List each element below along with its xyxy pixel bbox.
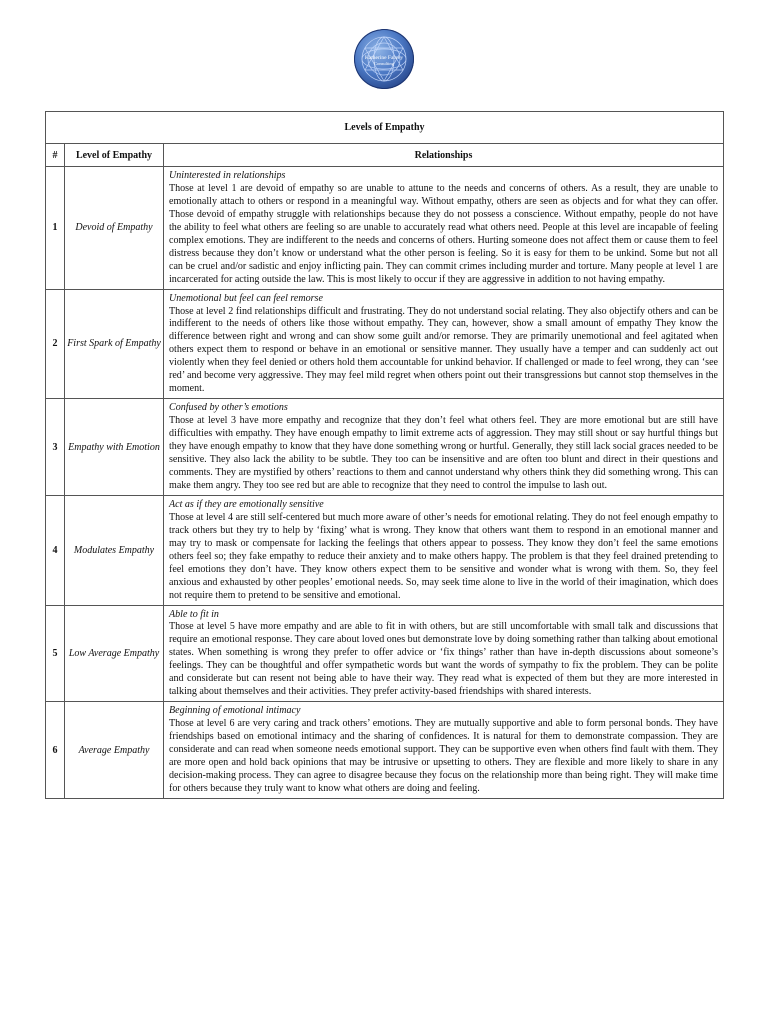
row-text: Those at level 6 are very caring and track others’ emotions. They are mutually supportive and able to form personal bonds. They have friendships based on emotional intimacy and the sharing of confidences. It is natural for them to demonstrate compassion. They are considerate and can read when someone needs emotional support. They can be supportive even when others find fault with them. They are more open and hold back opinions that may be intrusive or upsetting to others. They are flexible and more likely to share in any decision-making process. They can agree to disagree because they focus on the relationship more than being right. They will make time for others because they truly want to know what others are doing and feeling. [169, 718, 718, 794]
table-row [46, 605, 724, 702]
row-text: Those at level 4 are still self-centered but much more aware of other’s needs for emotional relating. They do not feel enough empathy to track others but they try to help by ‘fixing’ what is wrong. They know that others want them to respond in an emotional manner and may try to mask or compensate for lacking the feelings that others appear to possess. They know they don’t feel the same emotions others feel so; they fake empathy to reduce their anxiety and to make others happy. The problem is that they feel drained pretending to feel emotions they don’t have. They know others expect them to be sensitive and wonder what is wrong with them. So, they feel anxious and exhausted by other peoples’ emotional needs. So, may seek time alone to live in the world of their imagination, which does not require them to pretend to be sensitive and emotional. [169, 511, 718, 601]
row-relationships [164, 167, 724, 290]
row-subtitle: Confused by other’s emotions [169, 402, 288, 414]
row-subtitle: Unemotional but feel can feel remorse [169, 292, 323, 304]
logo-line-1: Katherine Fabrey [364, 55, 404, 61]
row-text: Those at level 3 have more empathy and recognize that they don’t feel what others feel. They are more emotional but are still have difficulties with empathy. They have enough empathy to limit extreme acts of aggression. They may still shout or say hurtful things but they have enough empathy to know that they have done something wrong or hurtful. Generally, they still lack social graces needed to be sensitive. They also lack the ability to be subtle. They too can be insensitive and are often too blunt and direct in their questions and comments. They are mystified by others’ reactions to them and cannot understand why others think they did something wrong. This can make them angry. They too see red but are able to recognize that they need to control the impulse to lash out. [169, 415, 718, 491]
row-level: Low Average Empathy [65, 605, 164, 702]
row-relationships [164, 495, 724, 605]
row-level: Modulates Empathy [65, 495, 164, 605]
header-relationships: Relationships [164, 144, 724, 167]
table-row [46, 399, 724, 496]
table-header-row [46, 144, 724, 167]
table-row [46, 167, 724, 290]
row-relationships [164, 399, 724, 496]
row-text: Those at level 5 have more empathy and are able to fit in with others, but are still uncomfortable with small talk and discussions that require an emotional response. They care about loved ones but demonstrate love by doing something rather than talking about emotional states. When something is wrong they prefer to offer advice or ‘fix things’ rather than have in-depth discussions about someone’s feelings. They can be thoughtful and offer sympathetic words but want the words of sympathy to fix the problem. They can be polite and considerate but can resent not being able to have their way. They read what is expected of them but they are more interested in talking about themselves and their activities. They prefer activity-based friendships with shared interests. [169, 621, 718, 698]
empathy-table [45, 111, 724, 799]
row-level: Average Empathy [65, 702, 164, 799]
table-title-row [46, 112, 724, 144]
row-relationships [164, 605, 724, 702]
row-text: Those at level 1 are devoid of empathy so are unable to attune to the needs and concerns of others. As a result, they are unable to emotionally attach to others or respond in a meaningful way. Without empathy, others are seen as objects and for what they can offer. Those devoid of empathy struggle with relationships because they do not possess a conscience. Without empathy, people do not have the ability to feel what others are feeling so are unable to accurately read what others need. People at this level are incapable of feeling complex emotions. They are indifferent to the needs and concerns of others. Hurting someone does not affect them or cause them to feel distress because they don’t know or understand what the other person is feeling. So it is easy for them to be unkind. Some but not all can be cruel and/or sadistic and enjoy inflicting pain. They can commit crimes including murder and torture. Many people at level 1 are incarcerated for acting outside the law. This is most likely to occur if they are aggressive in addition to not having empathy. [169, 182, 718, 285]
logo-line-2: Consulting [374, 61, 394, 66]
row-subtitle: Able to fit in [169, 608, 219, 620]
row-level: First Spark of Empathy [65, 289, 164, 399]
row-number: 6 [46, 702, 65, 799]
row-number: 3 [46, 399, 65, 496]
header-number: # [46, 144, 65, 167]
row-level: Devoid of Empathy [65, 167, 164, 290]
row-subtitle: Act as if they are emotionally sensitive [169, 498, 324, 510]
row-relationships [164, 702, 724, 799]
row-number: 4 [46, 495, 65, 605]
row-text: Those at level 2 find relationships difficult and frustrating. They do not understand social relating. They also objectify others and can be indifferent to the needs of others like those without empathy. They can, however, show a small amount of empathy They know the difference between right and wrong and can show some guilt and/or remorse. They are primarily unemotional and feel agitated when others expect them to respond or behave in an emotional or sensitive manner. They usually have a temper and can suddenly act out violently when they feel denied or others hold them accountable for unkind behavior. If challenged or made to feel wrong, they can ‘see red’ and become very aggressive. They may feel mild regret when others point out their transgressions but cannot stop themselves in the moment. [169, 305, 718, 395]
row-number: 1 [46, 167, 65, 290]
logo-text [354, 55, 414, 67]
table-title: Levels of Empathy [46, 112, 724, 144]
row-subtitle: Uninterested in relationships [169, 170, 286, 181]
row-relationships [164, 289, 724, 399]
logo [354, 29, 414, 89]
table-row [46, 289, 724, 399]
header-level: Level of Empathy [65, 144, 164, 167]
row-level: Empathy with Emotion [65, 399, 164, 496]
table-row [46, 702, 724, 799]
row-number: 5 [46, 605, 65, 702]
row-number: 2 [46, 289, 65, 399]
table-row [46, 495, 724, 605]
row-subtitle: Beginning of emotional intimacy [169, 705, 301, 717]
